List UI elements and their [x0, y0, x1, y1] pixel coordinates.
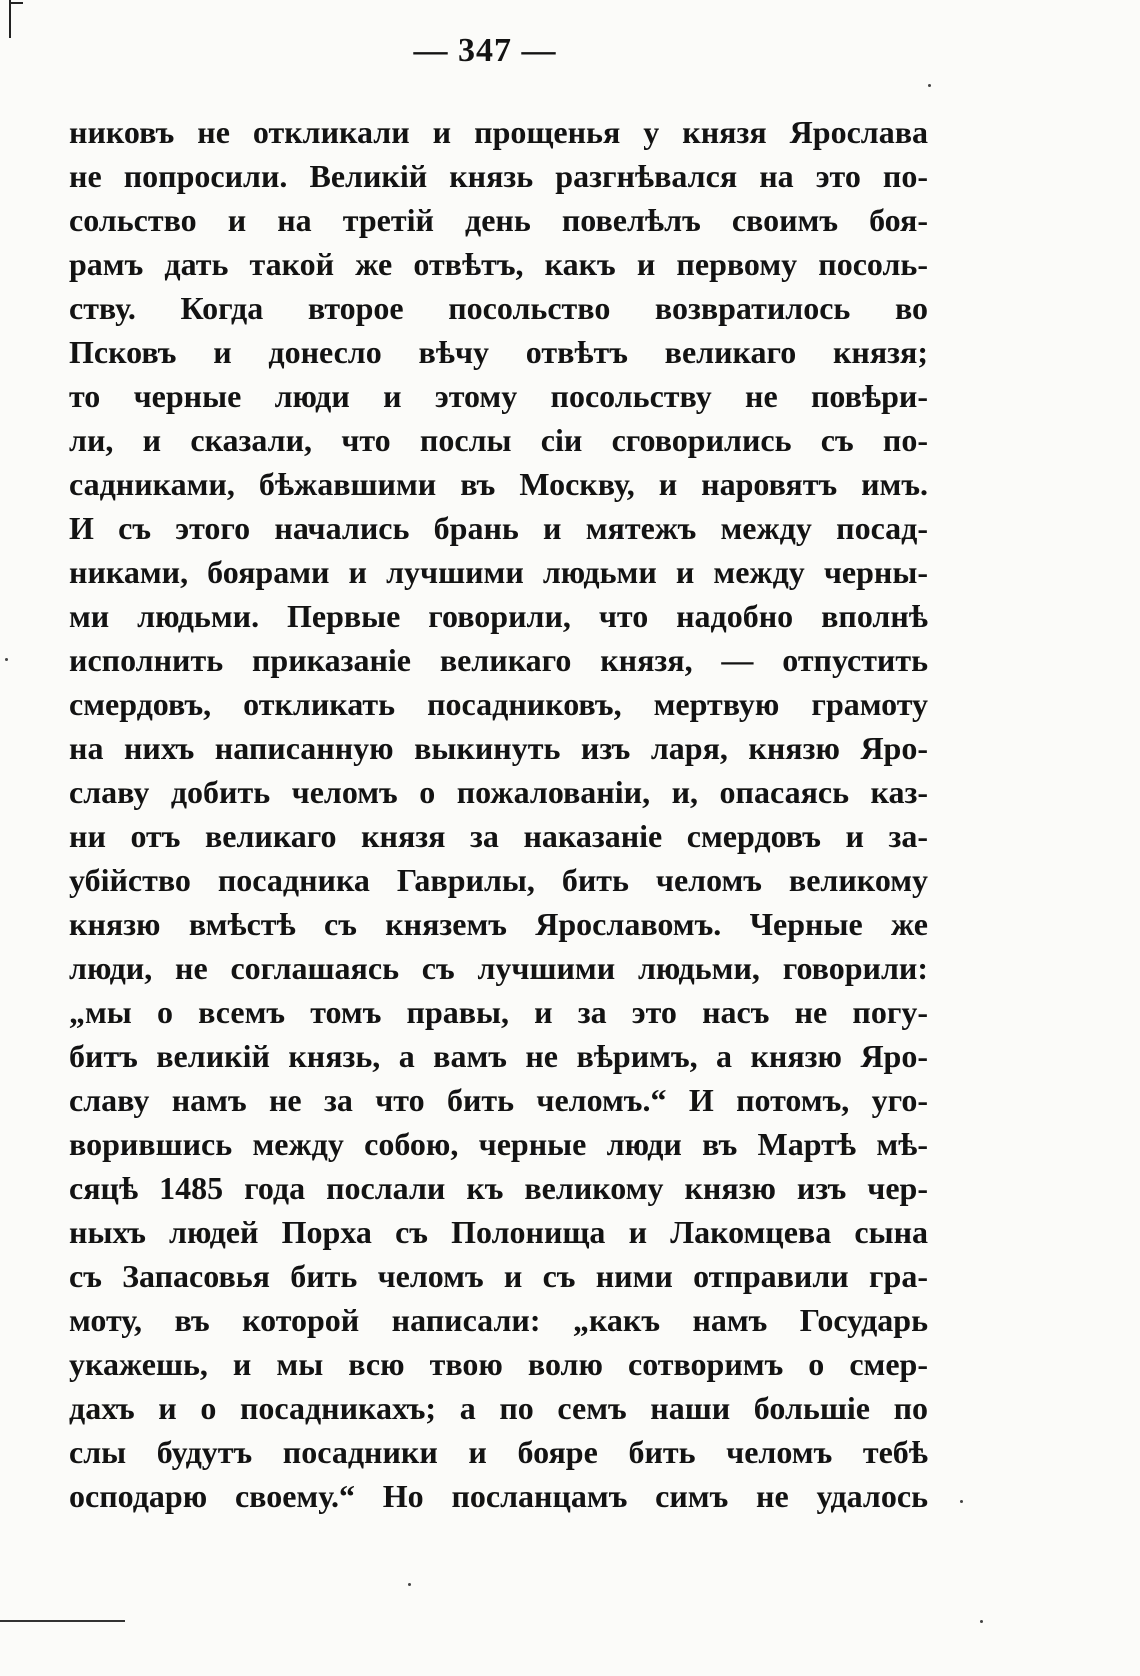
text-line: ныхъ людей Порха съ Полонища и Лакомцева сына [69, 1214, 928, 1250]
text-line: моту, въ которой написали: „какъ намъ Государь [69, 1302, 928, 1338]
text-line: ли, и сказали, что послы сіи сговорились съ по- [69, 422, 928, 458]
text-line: люди, не соглашаясь съ лучшими людьми, говорили: [69, 950, 928, 986]
text-line: Псковъ и донесло вѣчу отвѣтъ великаго князя; [69, 334, 928, 370]
text-line: ни отъ великаго князя за наказаніе смердовъ и за- [69, 818, 928, 854]
text-line: на нихъ написанную выкинуть изъ ларя, князю Яро- [69, 730, 928, 766]
text-line: славу намъ не за что бить челомъ.“ И потомъ, уго- [69, 1082, 928, 1118]
text-line: ству. Когда второе посольство возвратилось во [69, 290, 928, 326]
scan-speck [928, 84, 931, 87]
corner-mark-vertical [9, 0, 11, 38]
text-line: не попросили. Великій князь разгнѣвался на это по- [69, 158, 928, 194]
text-line: ми людьми. Первые говорили, что надобно вполнѣ [69, 598, 928, 634]
text-line: „мы о всемъ томъ правы, и за это насъ не погу- [69, 994, 928, 1030]
text-line: съ Запасовья бить челомъ и съ ними отправили гра- [69, 1258, 928, 1294]
text-line: битъ великій князь, а вамъ не вѣримъ, а князю Яро- [69, 1038, 928, 1074]
corner-mark-horizontal [9, 2, 23, 4]
text-line: то черные люди и этому посольству не повѣри- [69, 378, 928, 414]
text-line: укажешь, и мы всю твою волю сотворимъ о смер- [69, 1346, 928, 1382]
text-block [69, 110, 928, 1518]
text-line: славу добить челомъ о пожалованіи, и, опасаясь каз- [69, 774, 928, 810]
text-line: никовъ не откликали и прощенья у князя Ярослава [69, 114, 928, 150]
page-number: — 347 — [413, 32, 557, 69]
text-line: осподарю своему.“ Но посланцамъ симъ не удалось [69, 1478, 928, 1514]
bottom-rule [0, 1620, 125, 1622]
text-line: исполнить приказаніе великаго князя, — отпустить [69, 642, 928, 678]
text-line: сяцѣ 1485 года послали къ великому князю изъ чер- [69, 1170, 928, 1206]
scan-speck [408, 1583, 411, 1586]
text-line: сольство и на третій день повелѣлъ своимъ боя- [69, 202, 928, 238]
text-line: смердовъ, откликать посадниковъ, мертвую грамоту [69, 686, 928, 722]
text-line: дахъ и о посадникахъ; а по семъ наши большіе по [69, 1390, 928, 1426]
text-line: И съ этого начались брань и мятежъ между посад- [69, 510, 928, 546]
scan-speck [5, 658, 8, 661]
text-line: убійство посадника Гаврилы, бить челомъ великому [69, 862, 928, 898]
text-line: ворившись между собою, черные люди въ Мартѣ мѣ- [69, 1126, 928, 1162]
text-line: садниками, бѣжавшими въ Москву, и наровятъ имъ. [69, 466, 928, 502]
text-line: слы будутъ посадники и бояре бить челомъ тебѣ [69, 1434, 928, 1470]
scan-speck [980, 1620, 983, 1623]
text-line: никами, боярами и лучшими людьми и между черны- [69, 554, 928, 590]
text-line: князю вмѣстѣ съ княземъ Ярославомъ. Черные же [69, 906, 928, 942]
scan-speck [960, 1500, 963, 1503]
text-line: рамъ дать такой же отвѣтъ, какъ и первому посоль- [69, 246, 928, 282]
